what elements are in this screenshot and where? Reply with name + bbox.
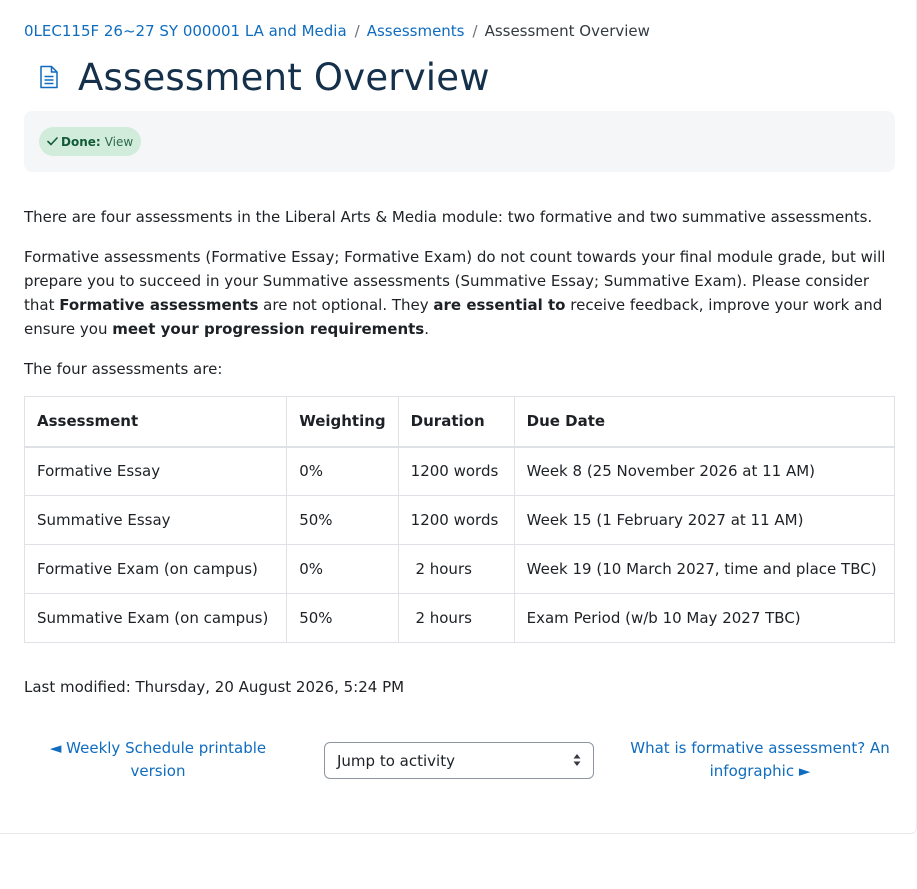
column-header-due-date: Due Date xyxy=(514,397,894,447)
next-activity-link[interactable]: What is formative assessment? An infographic ► xyxy=(630,739,890,780)
table-row xyxy=(25,496,895,545)
table-row xyxy=(25,545,895,594)
last-modified-text: Last modified: Thursday, 20 August 2026, 5:24 PM xyxy=(24,678,405,696)
bold-text: are essential to xyxy=(433,296,566,314)
cell-due-date: Week 8 (25 November 2026 at 11 AM) xyxy=(514,447,894,496)
paragraph-text: . xyxy=(424,320,429,338)
page-title: Assessment Overview xyxy=(78,55,490,99)
cell-assessment: Formative Essay xyxy=(25,447,287,496)
bold-text: meet your progression requirements xyxy=(112,320,425,338)
activity-completion-panel xyxy=(24,111,895,172)
cell-weighting: 0% xyxy=(287,545,398,594)
column-header-assessment: Assessment xyxy=(25,397,287,447)
cell-duration: 1200 words xyxy=(398,447,514,496)
jump-to-activity-select[interactable] xyxy=(324,742,594,779)
paragraph-text: are not optional. They xyxy=(258,296,434,314)
page-header xyxy=(24,50,490,104)
cell-due-date: Week 19 (10 March 2027, time and place TBC) xyxy=(514,545,894,594)
table-row xyxy=(25,594,895,643)
completion-value: View xyxy=(104,134,134,149)
cell-assessment: Summative Essay xyxy=(25,496,287,545)
jump-select-value: Jump to activity xyxy=(337,751,455,770)
breadcrumb-separator: / xyxy=(472,22,478,40)
cell-duration: 2 hours xyxy=(398,545,514,594)
formative-paragraph xyxy=(24,245,895,341)
cell-weighting: 50% xyxy=(287,496,398,545)
bold-text: Formative assessments xyxy=(59,296,259,314)
breadcrumb-current: Assessment Overview xyxy=(484,22,650,40)
cell-weighting: 50% xyxy=(287,594,398,643)
paragraph-text: receive feedback, improve your work and ensure you xyxy=(24,296,883,338)
document-icon xyxy=(36,64,62,90)
check-icon xyxy=(47,137,58,146)
cell-assessment: Summative Exam (on campus) xyxy=(25,594,287,643)
intro-paragraph: There are four assessments in the Liberal Arts & Media module: two formative and two summative assessments. xyxy=(24,208,873,226)
cell-weighting: 0% xyxy=(287,447,398,496)
table-header-row xyxy=(25,397,895,447)
cell-due-date: Exam Period (w/b 10 May 2027 TBC) xyxy=(514,594,894,643)
cell-due-date: Week 15 (1 February 2027 at 11 AM) xyxy=(514,496,894,545)
breadcrumb-assessments-link[interactable]: Assessments xyxy=(366,22,465,40)
list-intro: The four assessments are: xyxy=(24,360,223,378)
column-header-duration: Duration xyxy=(398,397,514,447)
cell-assessment: Formative Exam (on campus) xyxy=(25,545,287,594)
cell-duration: 2 hours xyxy=(398,594,514,643)
cell-duration: 1200 words xyxy=(398,496,514,545)
completion-label: Done: xyxy=(61,134,101,149)
paragraph-text: Formative assessments (Formative Essay; Formative Exam) do not count towards your final module grade, but will prepare you to succeed in your Summative assessments (Summative Essay; Summative Exam). Please consider that xyxy=(24,248,886,314)
previous-activity-link[interactable]: ◄ Weekly Schedule printable version xyxy=(49,739,267,780)
breadcrumb xyxy=(24,21,650,41)
assessments-table xyxy=(24,396,895,643)
column-header-weighting: Weighting xyxy=(287,397,398,447)
breadcrumb-separator: / xyxy=(354,22,360,40)
select-caret-icon xyxy=(573,753,581,767)
completion-status-badge xyxy=(39,127,141,156)
table-row xyxy=(25,447,895,496)
breadcrumb-course-link[interactable]: 0LEC115F 26~27 SY 000001 LA and Media xyxy=(24,22,347,40)
